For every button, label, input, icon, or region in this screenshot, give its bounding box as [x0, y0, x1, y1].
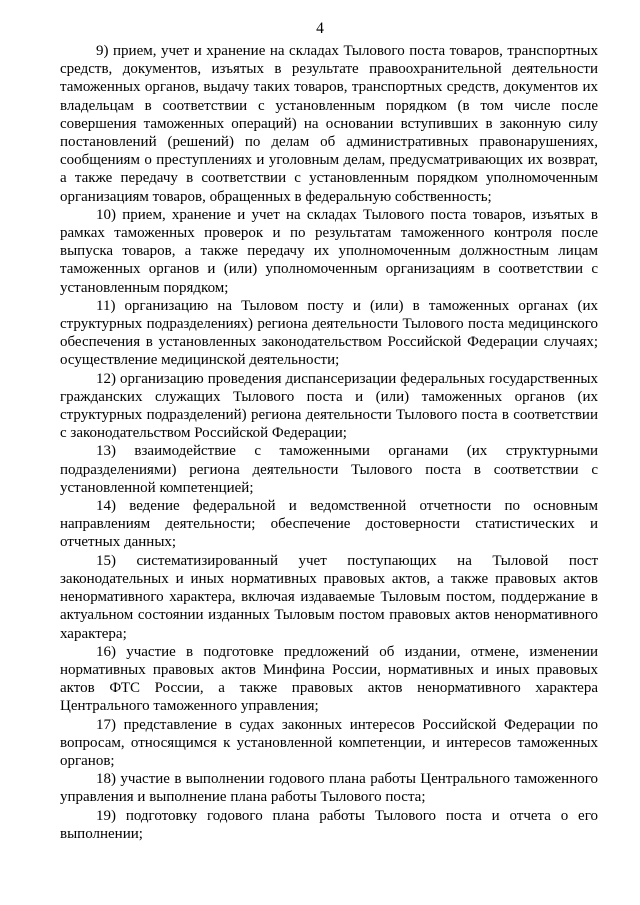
list-item-13: 13) взаимодействие с таможенными органами (их структурными подразделениями) региона деятельности Тылового поста в соответствии с установленной компетенцией;	[60, 443, 598, 496]
page-number: 4	[316, 20, 324, 37]
list-item-12: 12) организацию проведения диспансеризации федеральных государственных гражданских служащих Тылового поста и (или) таможенных органов (их структурных подразделений) региона деятельности Тылового поста в соответствии с законодательством Российской Федерации;	[60, 370, 598, 442]
list-item-10: 10) прием, хранение и учет на складах Тылового поста товаров, изъятых в рамках таможенных проверок и по результатам таможенного контроля после выпуска товаров, а также передачу их уполномоченным должностным лицам таможенных органов и (или) уполномоченным организациям в соответствии с установленным порядком;	[60, 206, 598, 296]
list-item-11: 11) организацию на Тыловом посту и (или) в таможенных органах (их структурных подразделениях) региона деятельности Тылового поста медицинского обеспечения в установленных законодательством Российской Федерации случаях; осуществление медицинской деятельности;	[60, 297, 598, 369]
list-item-19: 19) подготовку годового плана работы Тылового поста и отчета о его выполнении;	[60, 807, 598, 842]
list-item-9: 9) прием, учет и хранение на складах Тылового поста товаров, транспортных средств, документов, изъятых в результате правоохранительной деятельности таможенных органов, выдачу таких товаров, транспортных средств, документов их владельцам в соответствии с установленным порядком (в том числе после совершения таможенных операций) на основании вступивших в законную силу постановлений (решений) по делам об административных правонарушениях, сообщениям о преступлениях и уголовным делам, предусматривающих их возврат, а также передачу в соответствии с установленным порядком уполномоченным организациям товаров, обращенных в федеральную собственность;	[60, 43, 598, 205]
document-body	[60, 42, 598, 843]
list-item-18: 18) участие в выполнении годового плана работы Центрального таможенного управления и выполнение плана работы Тылового поста;	[60, 771, 598, 806]
list-item-14: 14) ведение федеральной и ведомственной отчетности по основным направлениям деятельности; обеспечение достоверности статистических и отчетных данных;	[60, 498, 598, 551]
list-item-17: 17) представление в судах законных интересов Российской Федерации по вопросам, относящимся к установленной компетенции, и интересов таможенных органов;	[60, 716, 598, 769]
list-item-15: 15) систематизированный учет поступающих на Тыловой пост законодательных и иных нормативных правовых актов, а также правовых актов ненормативного характера, включая издаваемые Тыловым постом, поддержание в актуальном состоянии изданных Тыловым постом правовых актов ненормативного характера;	[60, 552, 598, 642]
list-item-16: 16) участие в подготовке предложений об издании, отмене, изменении нормативных правовых актов Минфина России, нормативных и иных правовых актов ФТС России, а также правовых актов ненормативного характера Центрального таможенного управления;	[60, 643, 598, 715]
